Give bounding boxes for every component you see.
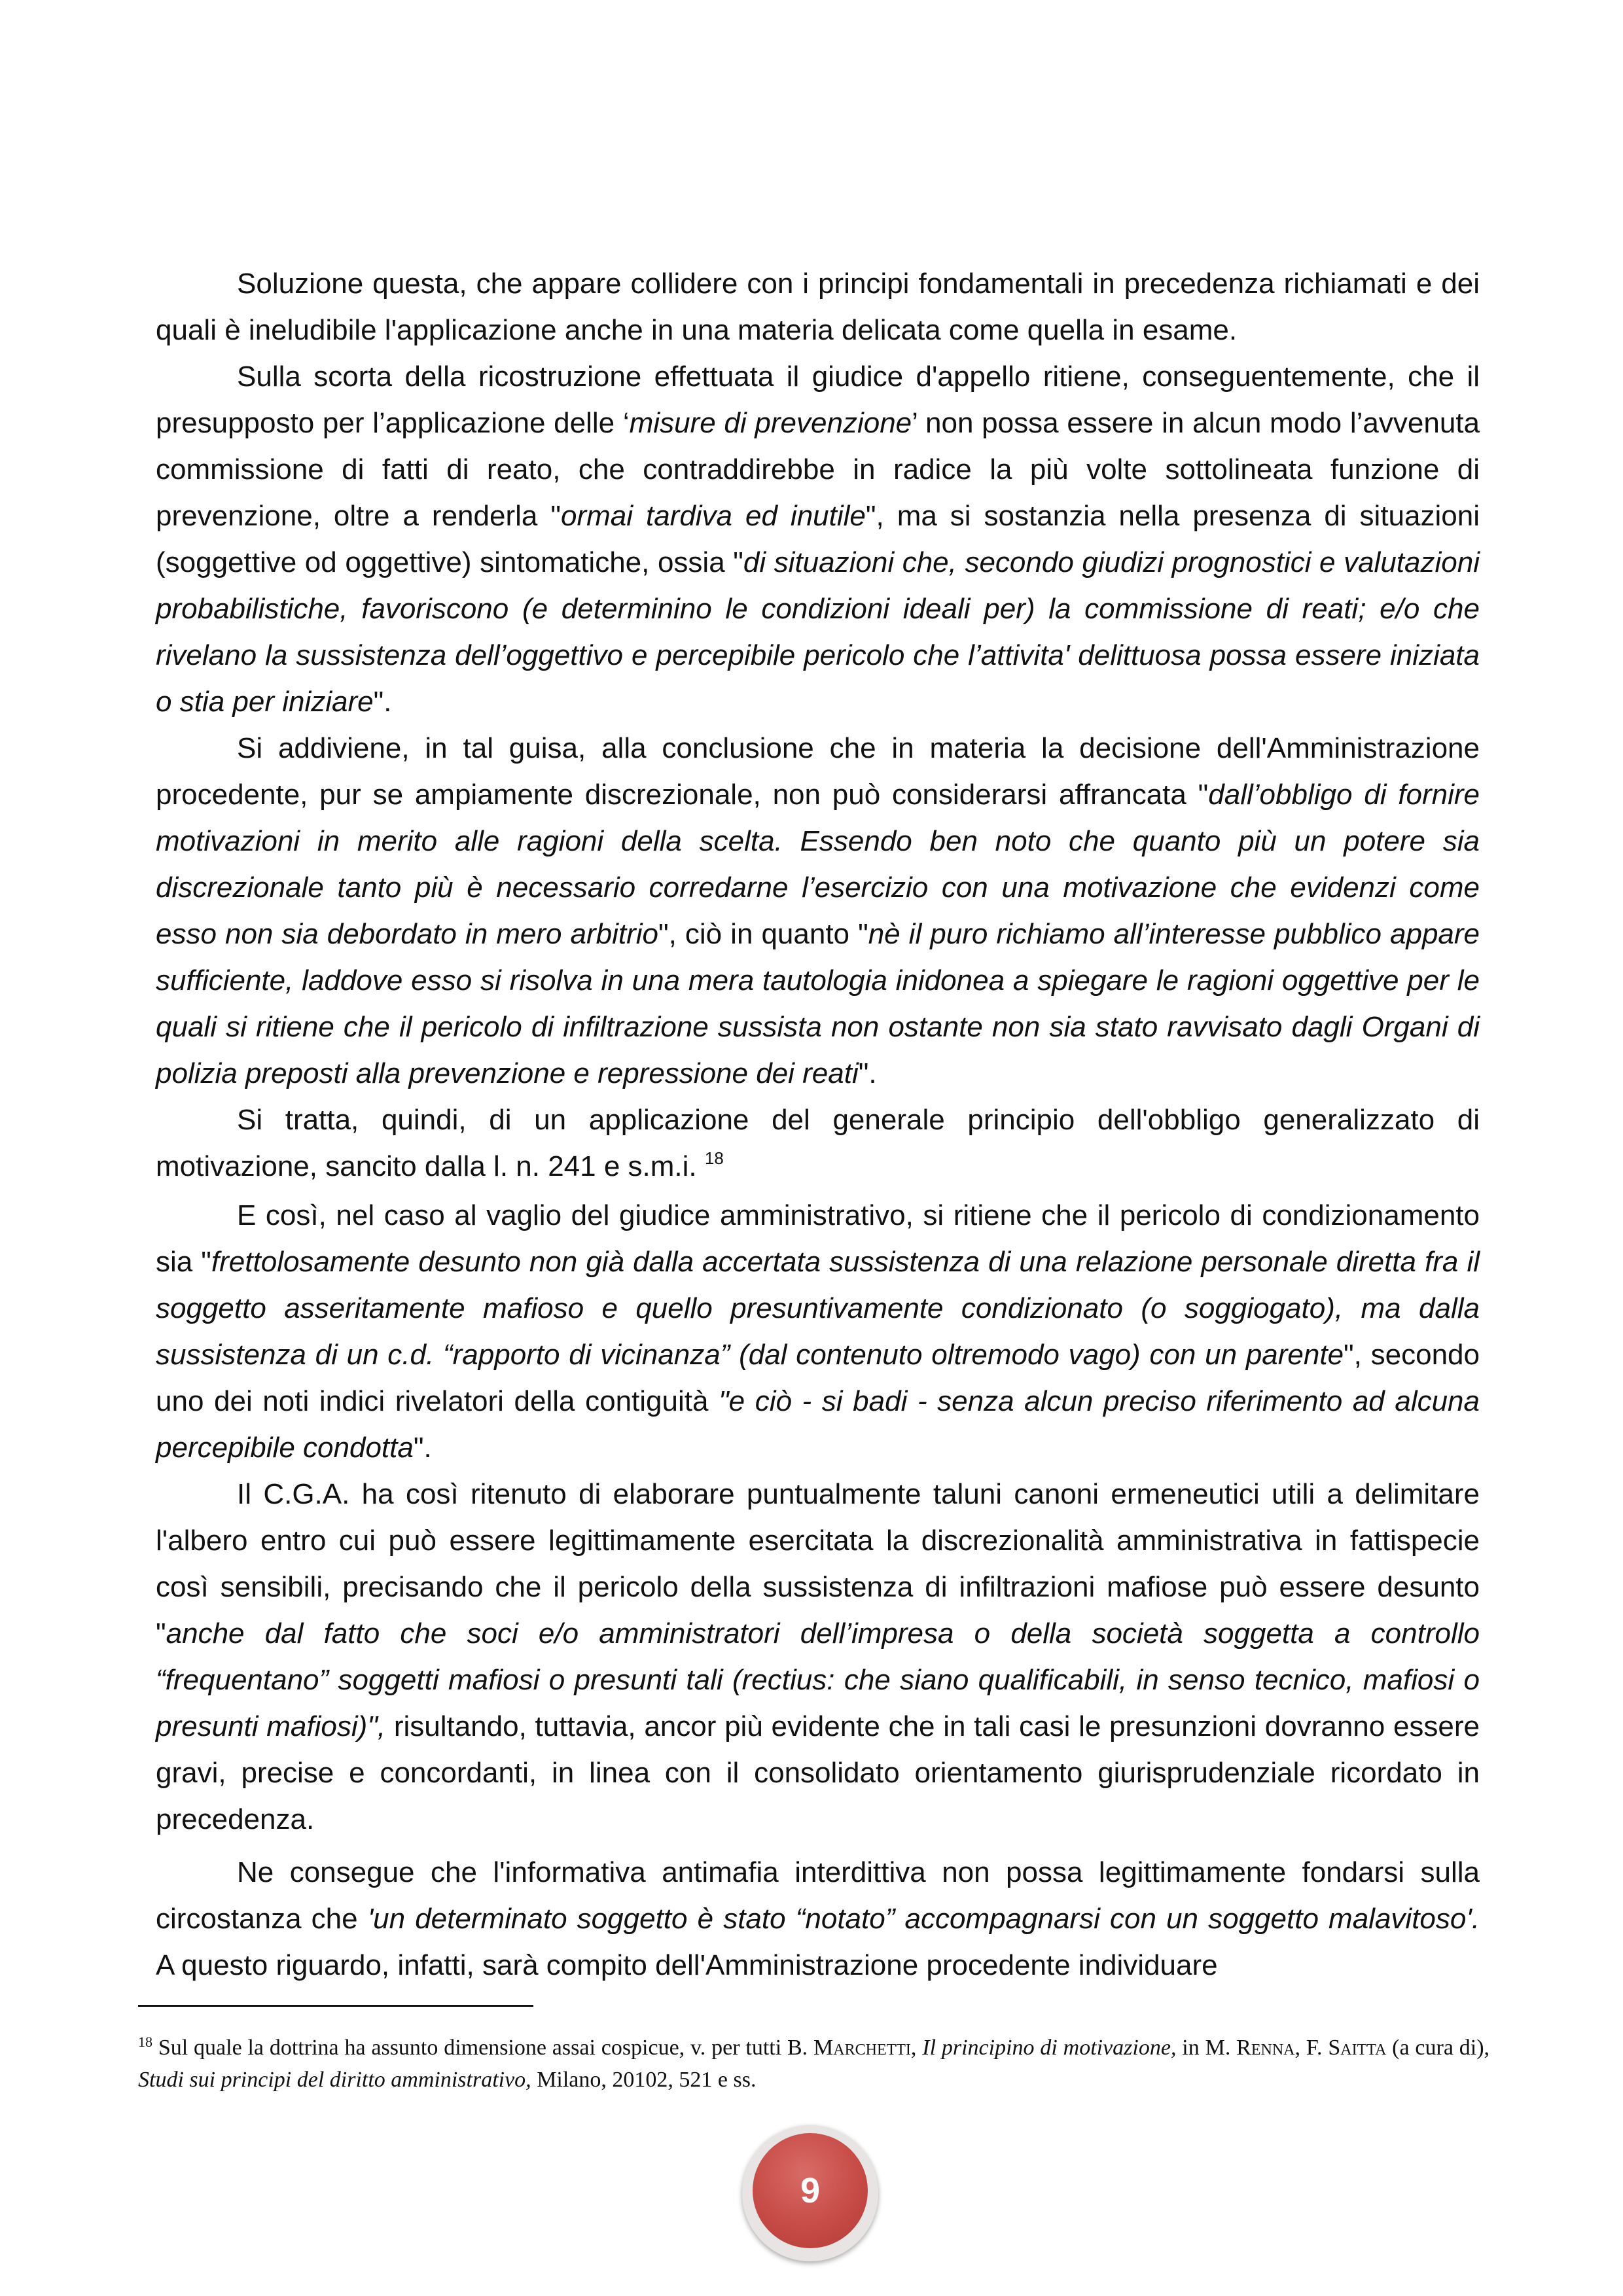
- text-run: ", secondo uno dei noti indici rivelatori della contiguità: [156, 1339, 1480, 1417]
- paragraph: [156, 725, 1480, 1097]
- author-name: Renna: [1236, 2036, 1295, 2060]
- italic-quote: Il principino di motivazione,: [922, 2036, 1177, 2060]
- text-run: ".: [373, 686, 392, 718]
- italic-quote: nè il puro richiamo all’interesse pubblico appare sufficiente, laddove esso si risolva in una mera tautologia inidonea a spiegare le ragioni oggettive per le quali si ritiene che il pericolo di infiltrazione sussista non ostante non sia stato ravvisato dagli Organi di polizia preposti alla prevenzione e repressione dei reati: [156, 918, 1480, 1089]
- paragraph: [156, 1192, 1480, 1471]
- italic-quote: dall’obbligo di fornire motivazioni in merito alle ragioni della scelta. Essendo ben noto che quanto più un potere sia discrezionale tanto più è necessario corredarne l’esercizio con una motivazione che evidenzi come esso non sia debordato in mero arbitrio: [156, 779, 1480, 950]
- italic-quote: di situazioni che, secondo giudizi prognostici e valutazioni probabilistiche, favoriscono (e determinino le condizioni ideali per) la commissione di reati; e/o che rivelano la sussistenza dell’oggettivo e percepibile pericolo che l’attivita' delittuosa possa essere iniziata o stia per iniziare: [156, 546, 1480, 718]
- text-run: ,: [910, 2036, 923, 2060]
- italic-quote: Studi sui principi del diritto amministrativo,: [138, 2068, 531, 2092]
- author-name: Saitta: [1328, 2036, 1387, 2060]
- author-name: Marchetti: [813, 2036, 911, 2060]
- text-run: ", ciò in quanto ": [658, 918, 868, 950]
- italic-quote: 'un determinato soggetto è stato “notato” accompagnarsi con un soggetto malavitoso'.: [367, 1903, 1480, 1935]
- text-run: Ne consegue che l'informativa antimafia interdittiva non possa legittimamente fondarsi sulla circostanza che: [156, 1856, 1480, 1935]
- italic-quote: frettolosamente desunto non già dalla accertata sussistenza di una relazione personale diretta fra il soggetto asseritamente mafioso e quello presuntivamente condizionato (o soggiogato), ma dalla sussistenza di un c.d. “rapporto di vicinanza” (dal contenuto oltremodo vago) con un parente: [156, 1246, 1480, 1371]
- text-run: Milano, 20102, 521 e ss.: [531, 2068, 757, 2092]
- page-number-badge: [742, 2125, 878, 2261]
- text-run: (a cura di),: [1386, 2036, 1490, 2060]
- text-run: A questo riguardo, infatti, sarà compito dell'Amministrazione procedente individuare: [156, 1949, 1218, 1981]
- text-run: E così, nel caso al vaglio del giudice amministrativo, si ritiene che il pericolo di condizionamento sia ": [156, 1199, 1480, 1278]
- footnote-divider: [138, 2005, 533, 2007]
- italic-quote: "e ciò - si badi - senza alcun preciso riferimento ad alcuna percepibile condotta: [156, 1385, 1480, 1464]
- text-run: Si tratta, quindi, di un applicazione del generale principio dell'obbligo generalizzato di motivazione, sancito dalla l. n. 241 e s.m.i.: [156, 1104, 1480, 1182]
- text-run: in M.: [1176, 2036, 1237, 2060]
- italic-quote: misure di prevenzione: [629, 407, 912, 439]
- body-text: [156, 260, 1480, 1988]
- footnote: [138, 2032, 1489, 2096]
- text-run: ’ non possa essere in alcun modo l’avvenuta commissione di fatti di reato, che contraddirebbe in radice la più volte sottolineata funzione di prevenzione, oltre a renderla ": [156, 407, 1480, 532]
- text-run: ".: [858, 1057, 877, 1089]
- paragraph: [156, 1849, 1480, 1988]
- footnote-reference: 18: [138, 2034, 152, 2050]
- text-run: ".: [413, 1432, 432, 1464]
- text-run: Il C.G.A. ha così ritenuto di elaborare puntualmente taluni canoni ermeneutici utili a delimitare l'albero entro cui può essere legittimamente esercitata la discrezionalità amministrativa in fattispecie così sensibili, precisando che il pericolo della sussistenza di infiltrazioni mafiose può essere desunto ": [156, 1478, 1480, 1650]
- paragraph: [156, 1471, 1480, 1843]
- italic-quote: ormai tardiva ed inutile: [560, 500, 866, 532]
- text-run: Sul quale la dottrina ha assunto dimensione assai cospicue, v. per tutti B.: [152, 2036, 814, 2060]
- paragraph: [156, 260, 1480, 353]
- text-run: Si addiviene, in tal guisa, alla conclusione che in materia la decisione dell'Amministrazione procedente, pur se ampiamente discrezionale, non può considerarsi affrancata ": [156, 732, 1480, 811]
- text-run: ", ma si sostanzia nella presenza di situazioni (soggettive od oggettive) sintomatiche, ossia ": [156, 500, 1480, 578]
- text-run: , F.: [1294, 2036, 1329, 2060]
- text-run: risultando, tuttavia, ancor più evidente che in tali casi le presunzioni dovranno essere gravi, precise e concordanti, in linea con il consolidato orientamento giurisprudenziale ricordato in precedenza.: [156, 1710, 1480, 1835]
- text-run: Soluzione questa, che appare collidere con i principi fondamentali in precedenza richiamati e dei quali è ineludibile l'applicazione anche in una materia delicata come quella in esame.: [156, 268, 1480, 346]
- page-number: 9: [753, 2133, 868, 2248]
- text-run: Sulla scorta della ricostruzione effettuata il giudice d'appello ritiene, conseguentemente, che il presupposto per l’applicazione delle ‘: [156, 361, 1480, 439]
- paragraph: [156, 353, 1480, 725]
- paragraph: [156, 1097, 1480, 1190]
- italic-quote: anche dal fatto che soci e/o amministratori dell’impresa o della società soggetta a controllo “frequentano” soggetti mafiosi o presunti tali (rectius: che siano qualificabili, in senso tecnico, mafiosi o presunti mafiosi)",: [156, 1617, 1480, 1742]
- footnote-reference: 18: [704, 1148, 724, 1168]
